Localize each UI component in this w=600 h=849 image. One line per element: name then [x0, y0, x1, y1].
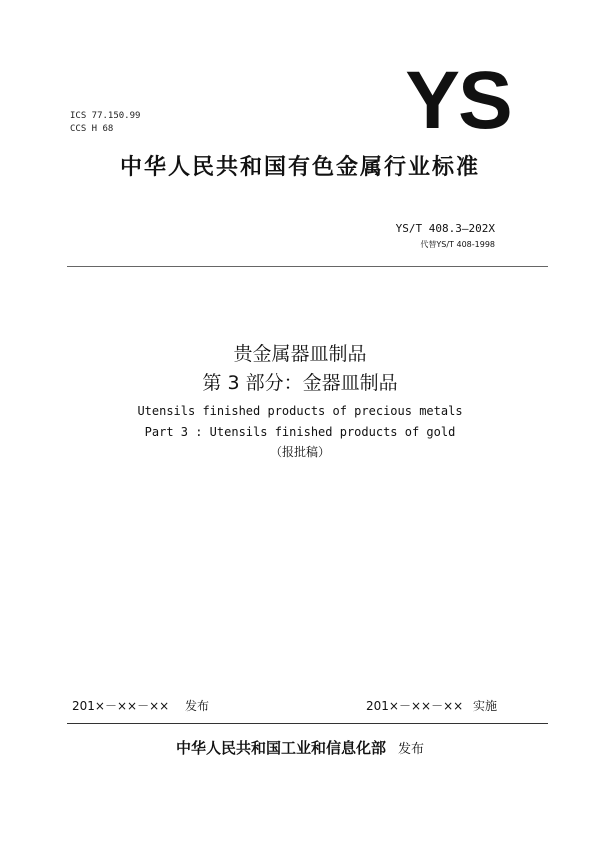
classification-codes [70, 110, 140, 136]
standard-number: YS/T 408.3—202X [395, 222, 495, 235]
ccs-code: CCS H 68 [70, 124, 114, 134]
issue-date: 201×－××－×× [72, 699, 170, 713]
implement-date-block [366, 697, 497, 714]
document-title-en-line2: Part 3 : Utensils finished products of gold [144, 425, 456, 439]
replaces-standard: 代替YS/T 408-1998 [420, 240, 495, 249]
footer-divider [67, 723, 548, 724]
standard-category-title: 中华人民共和国有色金属行业标准 [119, 155, 480, 180]
document-title-cn-line1: 贵金属器皿制品 [233, 343, 367, 365]
ys-logo [396, 60, 520, 136]
document-title-en-line1: Utensils finished products of precious metals [137, 404, 463, 418]
header-divider [67, 266, 548, 267]
issuer-name: 中华人民共和国工业和信息化部 [175, 739, 386, 757]
issue-label: 发布 [185, 699, 210, 713]
issuing-authority [0, 737, 600, 758]
issuer-suffix: 发布 [398, 742, 425, 757]
issue-date-block [72, 697, 209, 714]
ics-code: ICS 77.150.99 [70, 111, 141, 121]
implement-date: 201×－××－×× [366, 699, 464, 713]
implement-label: 实施 [473, 699, 498, 713]
ys-logo-text: YS [405, 60, 511, 136]
document-title-cn-line2: 第 3 部分：金器皿制品 [202, 372, 398, 394]
draft-status: （报批稿） [269, 445, 330, 459]
